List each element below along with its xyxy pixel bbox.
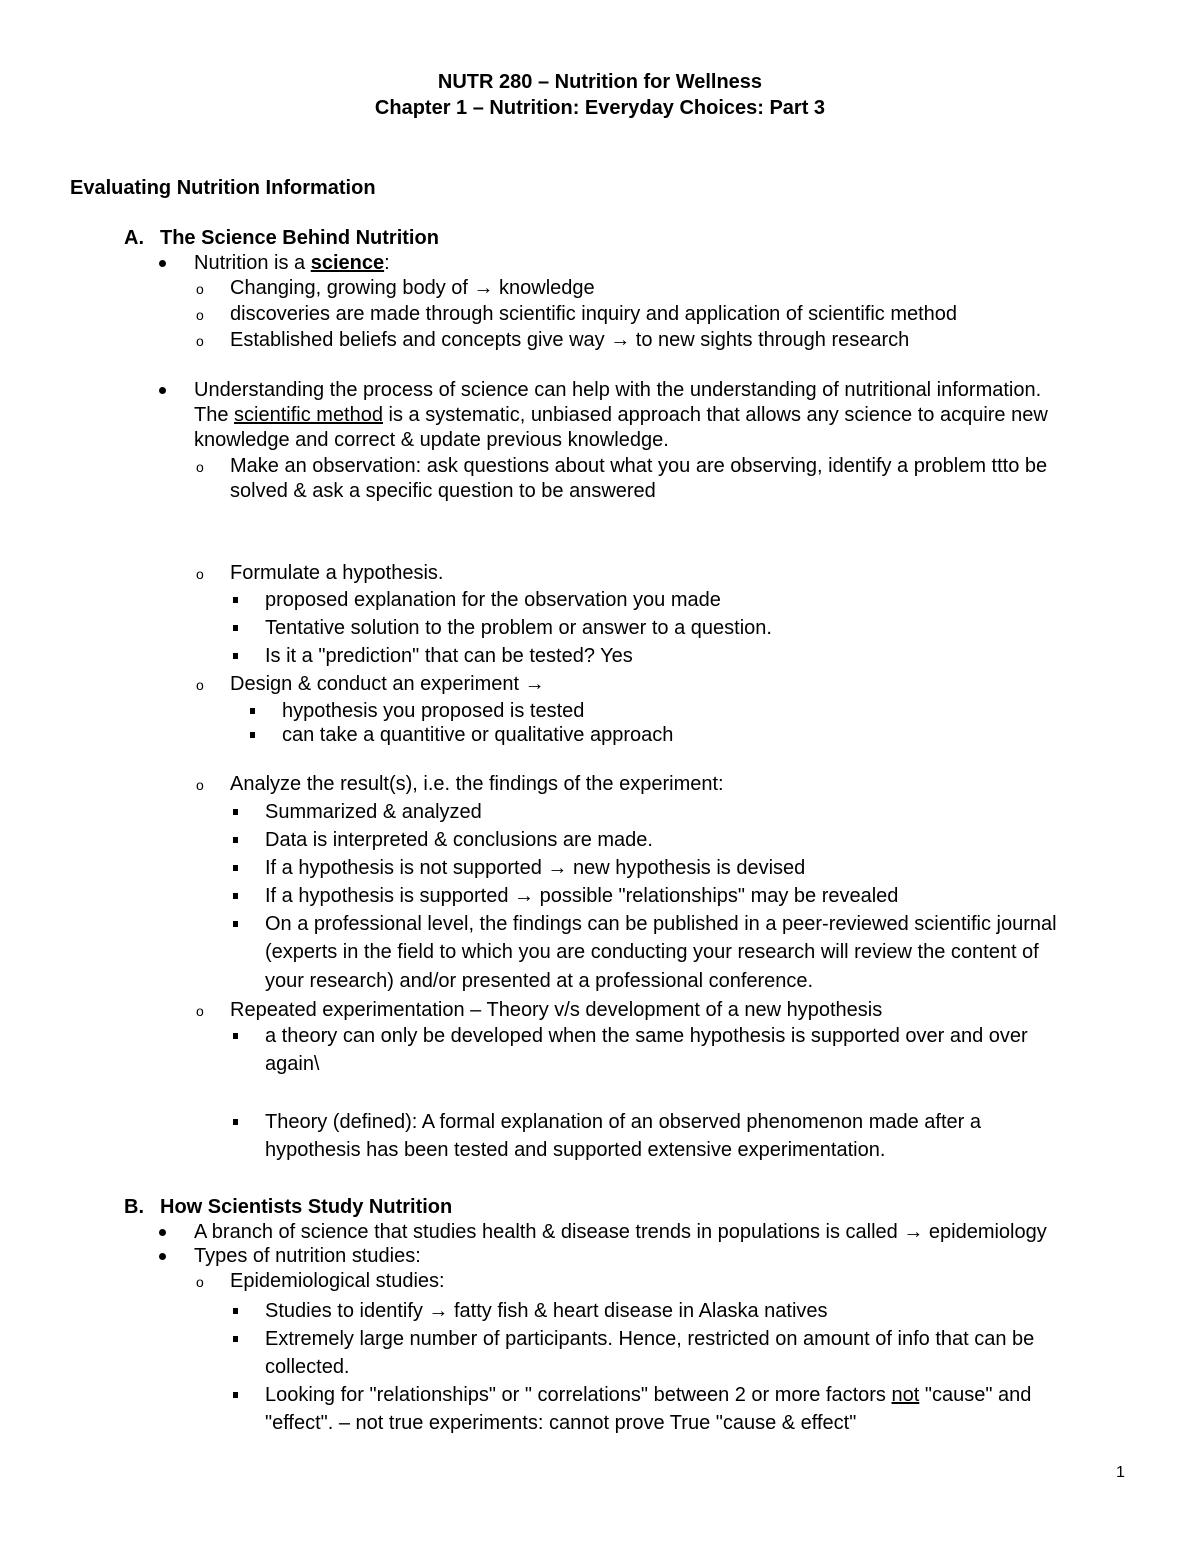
circle-bullet-icon: o [196, 281, 204, 297]
page-number: 1 [1116, 1464, 1125, 1481]
square-bullet-icon [233, 865, 238, 871]
list-item: Understanding the process of science can help with the understanding of nutritional information. [194, 379, 1042, 401]
list-item: Make an observation: ask questions about what you are observing, identify a problem ttto be [230, 455, 1048, 477]
list-item: Theory (defined): A formal explanation of an observed phenomenon made after a [265, 1111, 982, 1133]
list-item: Data is interpreted & conclusions are made. [265, 829, 653, 851]
list-item: solved & ask a specific question to be answered [230, 480, 656, 502]
circle-bullet-icon: o [196, 777, 204, 793]
list-item: Extremely large number of participants. Hence, restricted on amount of info that can be [265, 1328, 1035, 1350]
circle-bullet-icon: o [196, 677, 204, 693]
square-bullet-icon [233, 1392, 238, 1398]
list-item: again\ [265, 1053, 320, 1075]
square-bullet-icon [233, 809, 238, 815]
list-item: If a hypothesis is supported → possible "relationships" may be revealed [265, 885, 899, 907]
list-item: "effect". – not true experiments: cannot prove True "cause & effect" [265, 1412, 857, 1434]
circle-bullet-icon: o [196, 1003, 204, 1019]
bullet-icon [159, 387, 166, 394]
list-item: Summarized & analyzed [265, 801, 482, 823]
circle-bullet-icon: o [196, 333, 204, 349]
square-bullet-icon [233, 625, 238, 631]
list-item: Analyze the result(s), i.e. the findings of the experiment: [230, 773, 724, 795]
list-item: Types of nutrition studies: [194, 1245, 421, 1267]
square-bullet-icon [233, 1336, 238, 1342]
list-item: Is it a "prediction" that can be tested? Yes [265, 645, 633, 667]
list-item: your research) and/or presented at a professional conference. [265, 970, 814, 992]
section-heading: Evaluating Nutrition Information [70, 177, 376, 199]
list-item: Nutrition is a science: [194, 252, 390, 274]
list-item: knowledge and correct & update previous knowledge. [194, 429, 669, 451]
square-bullet-icon [233, 837, 238, 843]
list-item: Changing, growing body of → knowledge [230, 277, 595, 299]
square-bullet-icon [233, 1033, 238, 1039]
list-item: hypothesis has been tested and supported extensive experimentation. [265, 1139, 886, 1161]
bullet-icon [159, 1229, 166, 1236]
list-item: Looking for "relationships" or " correlations" between 2 or more factors not "cause" and [265, 1384, 1032, 1406]
square-bullet-icon [233, 597, 238, 603]
circle-bullet-icon: o [196, 1274, 204, 1290]
list-item: a theory can only be developed when the same hypothesis is supported over and over [265, 1025, 1028, 1047]
list-item: proposed explanation for the observation you made [265, 589, 721, 611]
list-item: A branch of science that studies health & disease trends in populations is called → epidemiology [194, 1221, 1047, 1243]
course-title: NUTR 280 – Nutrition for Wellness [437, 71, 763, 93]
list-item: collected. [265, 1356, 350, 1378]
list-item: Epidemiological studies: [230, 1270, 445, 1292]
square-bullet-icon [250, 732, 255, 738]
list-item: Repeated experimentation – Theory v/s development of a new hypothesis [230, 999, 883, 1021]
list-item: The scientific method is a systematic, unbiased approach that allows any science to acquire new [194, 404, 1048, 426]
list-item: Design & conduct an experiment → [230, 673, 545, 695]
circle-bullet-icon: o [196, 566, 204, 582]
list-item: Formulate a hypothesis. [230, 562, 444, 584]
square-bullet-icon [233, 653, 238, 659]
section-b-letter: B. [124, 1196, 144, 1218]
section-a-title: The Science Behind Nutrition [160, 227, 439, 249]
circle-bullet-icon: o [196, 459, 204, 475]
bullet-icon [159, 260, 166, 267]
list-item: hypothesis you proposed is tested [282, 700, 585, 722]
circle-bullet-icon: o [196, 307, 204, 323]
list-item: (experts in the field to which you are conducting your research will review the content of [265, 941, 1039, 963]
list-item: On a professional level, the findings can be published in a peer-reviewed scientific journal [265, 913, 1057, 935]
bullet-icon [159, 1253, 166, 1260]
list-item: If a hypothesis is not supported → new hypothesis is devised [265, 857, 806, 879]
list-item: Established beliefs and concepts give way → to new sights through research [230, 329, 910, 351]
section-a-letter: A. [124, 227, 144, 249]
square-bullet-icon [233, 921, 238, 927]
list-item: can take a quantitive or qualitative approach [282, 724, 674, 746]
list-item: Studies to identify → fatty fish & heart disease in Alaska natives [265, 1300, 828, 1322]
square-bullet-icon [250, 708, 255, 714]
section-b-title: How Scientists Study Nutrition [160, 1196, 453, 1218]
square-bullet-icon [233, 1119, 238, 1125]
list-item: Tentative solution to the problem or answer to a question. [265, 617, 772, 639]
square-bullet-icon [233, 1308, 238, 1314]
square-bullet-icon [233, 893, 238, 899]
list-item: discoveries are made through scientific inquiry and application of scientific method [230, 303, 958, 325]
chapter-title: Chapter 1 – Nutrition: Everyday Choices: Part 3 [374, 97, 826, 119]
